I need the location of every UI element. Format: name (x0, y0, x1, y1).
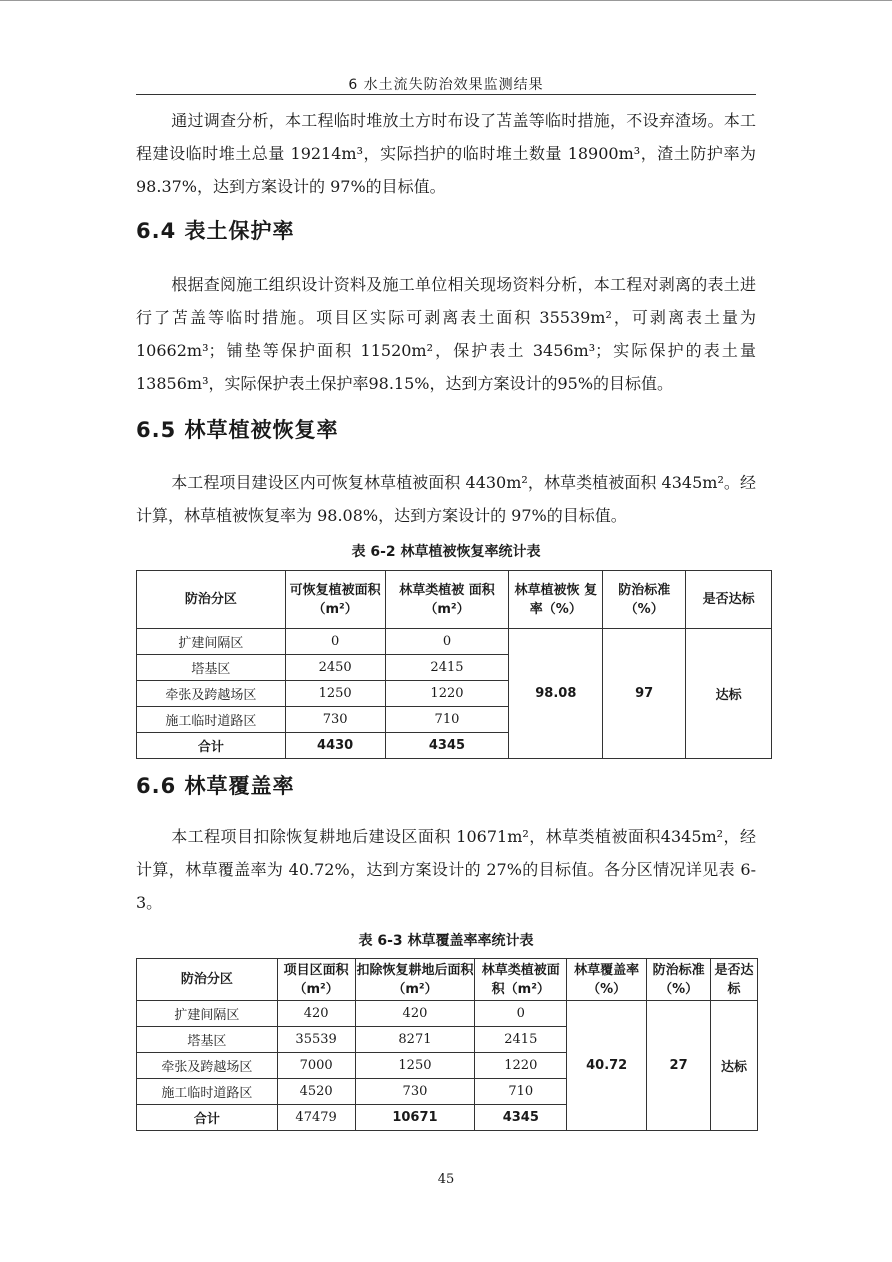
value-cell: 35539 (277, 1027, 355, 1053)
value-cell: 1220 (475, 1053, 567, 1079)
section-6-4-paragraph: 根据查阅施工组织设计资料及施工单位相关现场资料分析，本工程对剥离的表土进行了苫盖等临时措施。项目区实际可剥离表土面积 35539m²，可剥离表土量为 10662m³；铺垫等保护面积 11520m²，保护表土 3456m³；实际保护的表土量 13856m³，实际保护表土保护率98.15%，达到方案设计的95%的目标值。 (136, 275, 756, 393)
header-rule (136, 94, 756, 95)
total-value-cell: 10671 (355, 1105, 475, 1131)
total-label-cell: 合计 (137, 1105, 278, 1131)
section-6-6-heading: 6.6 林草覆盖率 (136, 774, 295, 798)
table-6-3 (136, 958, 758, 1131)
value-cell: 0 (385, 629, 509, 655)
header-cell: 林草类植被面积（m²） (475, 959, 567, 1001)
value-cell: 7000 (277, 1053, 355, 1079)
header-cell: 防治标准（%） (603, 571, 686, 629)
value-cell: 0 (475, 1001, 567, 1027)
table-row (137, 629, 772, 655)
value-cell: 4520 (277, 1079, 355, 1105)
total-value-cell: 4345 (475, 1105, 567, 1131)
header-cell: 林草覆盖率（%） (567, 959, 647, 1001)
value-cell: 1220 (385, 681, 509, 707)
coverage-rate-cell: 40.72 (567, 1001, 647, 1131)
header-cell: 防治分区 (137, 571, 286, 629)
table-header-row (137, 959, 758, 1001)
total-value-cell: 47479 (277, 1105, 355, 1131)
header-cell: 是否达标 (711, 959, 758, 1001)
table-6-2-caption: 表 6-2 林草植被恢复率统计表 (351, 544, 541, 560)
value-cell: 730 (355, 1079, 475, 1105)
header-cell: 项目区面积（m²） (277, 959, 355, 1001)
value-cell: 420 (277, 1001, 355, 1027)
table-header-row (137, 571, 772, 629)
page-number: 45 (437, 1172, 455, 1187)
restoration-rate-cell: 98.08 (509, 629, 603, 759)
value-cell: 0 (285, 629, 385, 655)
value-cell: 730 (285, 707, 385, 733)
value-cell: 710 (385, 707, 509, 733)
running-header: 6 水土流失防治效果监测结果 (348, 77, 544, 93)
section-6-5-paragraph: 本工程项目建设区内可恢复林草植被面积 4430m²，林草类植被面积 4345m²。经计算，林草植被恢复率为 98.08%，达到方案设计的 97%的目标值。 (136, 473, 756, 525)
zone-cell: 扩建间隔区 (137, 629, 286, 655)
value-cell: 420 (355, 1001, 475, 1027)
table-row (137, 1001, 758, 1027)
value-cell: 710 (475, 1079, 567, 1105)
zone-cell: 塔基区 (137, 655, 286, 681)
total-label-cell: 合计 (137, 733, 286, 759)
zone-cell: 扩建间隔区 (137, 1001, 278, 1027)
value-cell: 1250 (355, 1053, 475, 1079)
header-cell: 是否达标 (686, 571, 772, 629)
header-cell: 可恢复植被面积（m²） (285, 571, 385, 629)
value-cell: 1250 (285, 681, 385, 707)
header-cell: 林草植被恢 复率（%） (509, 571, 603, 629)
section-6-6-paragraph: 本工程项目扣除恢复耕地后建设区面积 10671m²，林草类植被面积4345m²，经计算，林草覆盖率为 40.72%，达到方案设计的 27%的目标值。各分区情况详见表 6-3。 (136, 827, 756, 912)
total-value-cell: 4430 (285, 733, 385, 759)
table-6-2 (136, 570, 772, 759)
section-6-5-heading: 6.5 林草植被恢复率 (136, 418, 339, 442)
zone-cell: 塔基区 (137, 1027, 278, 1053)
value-cell: 2415 (475, 1027, 567, 1053)
table-6-3-caption: 表 6-3 林草覆盖率率统计表 (358, 933, 534, 949)
compliance-cell: 达标 (711, 1001, 758, 1131)
header-cell: 扣除恢复耕地后面积（m²） (355, 959, 475, 1001)
page-top-border (0, 0, 892, 1)
header-cell: 林草类植被 面积（m²） (385, 571, 509, 629)
section-6-4-heading: 6.4 表土保护率 (136, 219, 295, 243)
header-cell: 防治标准（%） (647, 959, 711, 1001)
zone-cell: 牵张及跨越场区 (137, 1053, 278, 1079)
intro-paragraph: 通过调查分析，本工程临时堆放土方时布设了苫盖等临时措施，不设弃渣场。本工程建设临时堆土总量 19214m³，实际挡护的临时堆土数量 18900m³，渣土防护率为 98.37%，达到方案设计的 97%的目标值。 (136, 111, 756, 196)
standard-cell: 97 (603, 629, 686, 759)
compliance-cell: 达标 (686, 629, 772, 759)
value-cell: 2450 (285, 655, 385, 681)
standard-cell: 27 (647, 1001, 711, 1131)
zone-cell: 牵张及跨越场区 (137, 681, 286, 707)
zone-cell: 施工临时道路区 (137, 707, 286, 733)
header-cell: 防治分区 (137, 959, 278, 1001)
value-cell: 8271 (355, 1027, 475, 1053)
zone-cell: 施工临时道路区 (137, 1079, 278, 1105)
value-cell: 2415 (385, 655, 509, 681)
total-value-cell: 4345 (385, 733, 509, 759)
